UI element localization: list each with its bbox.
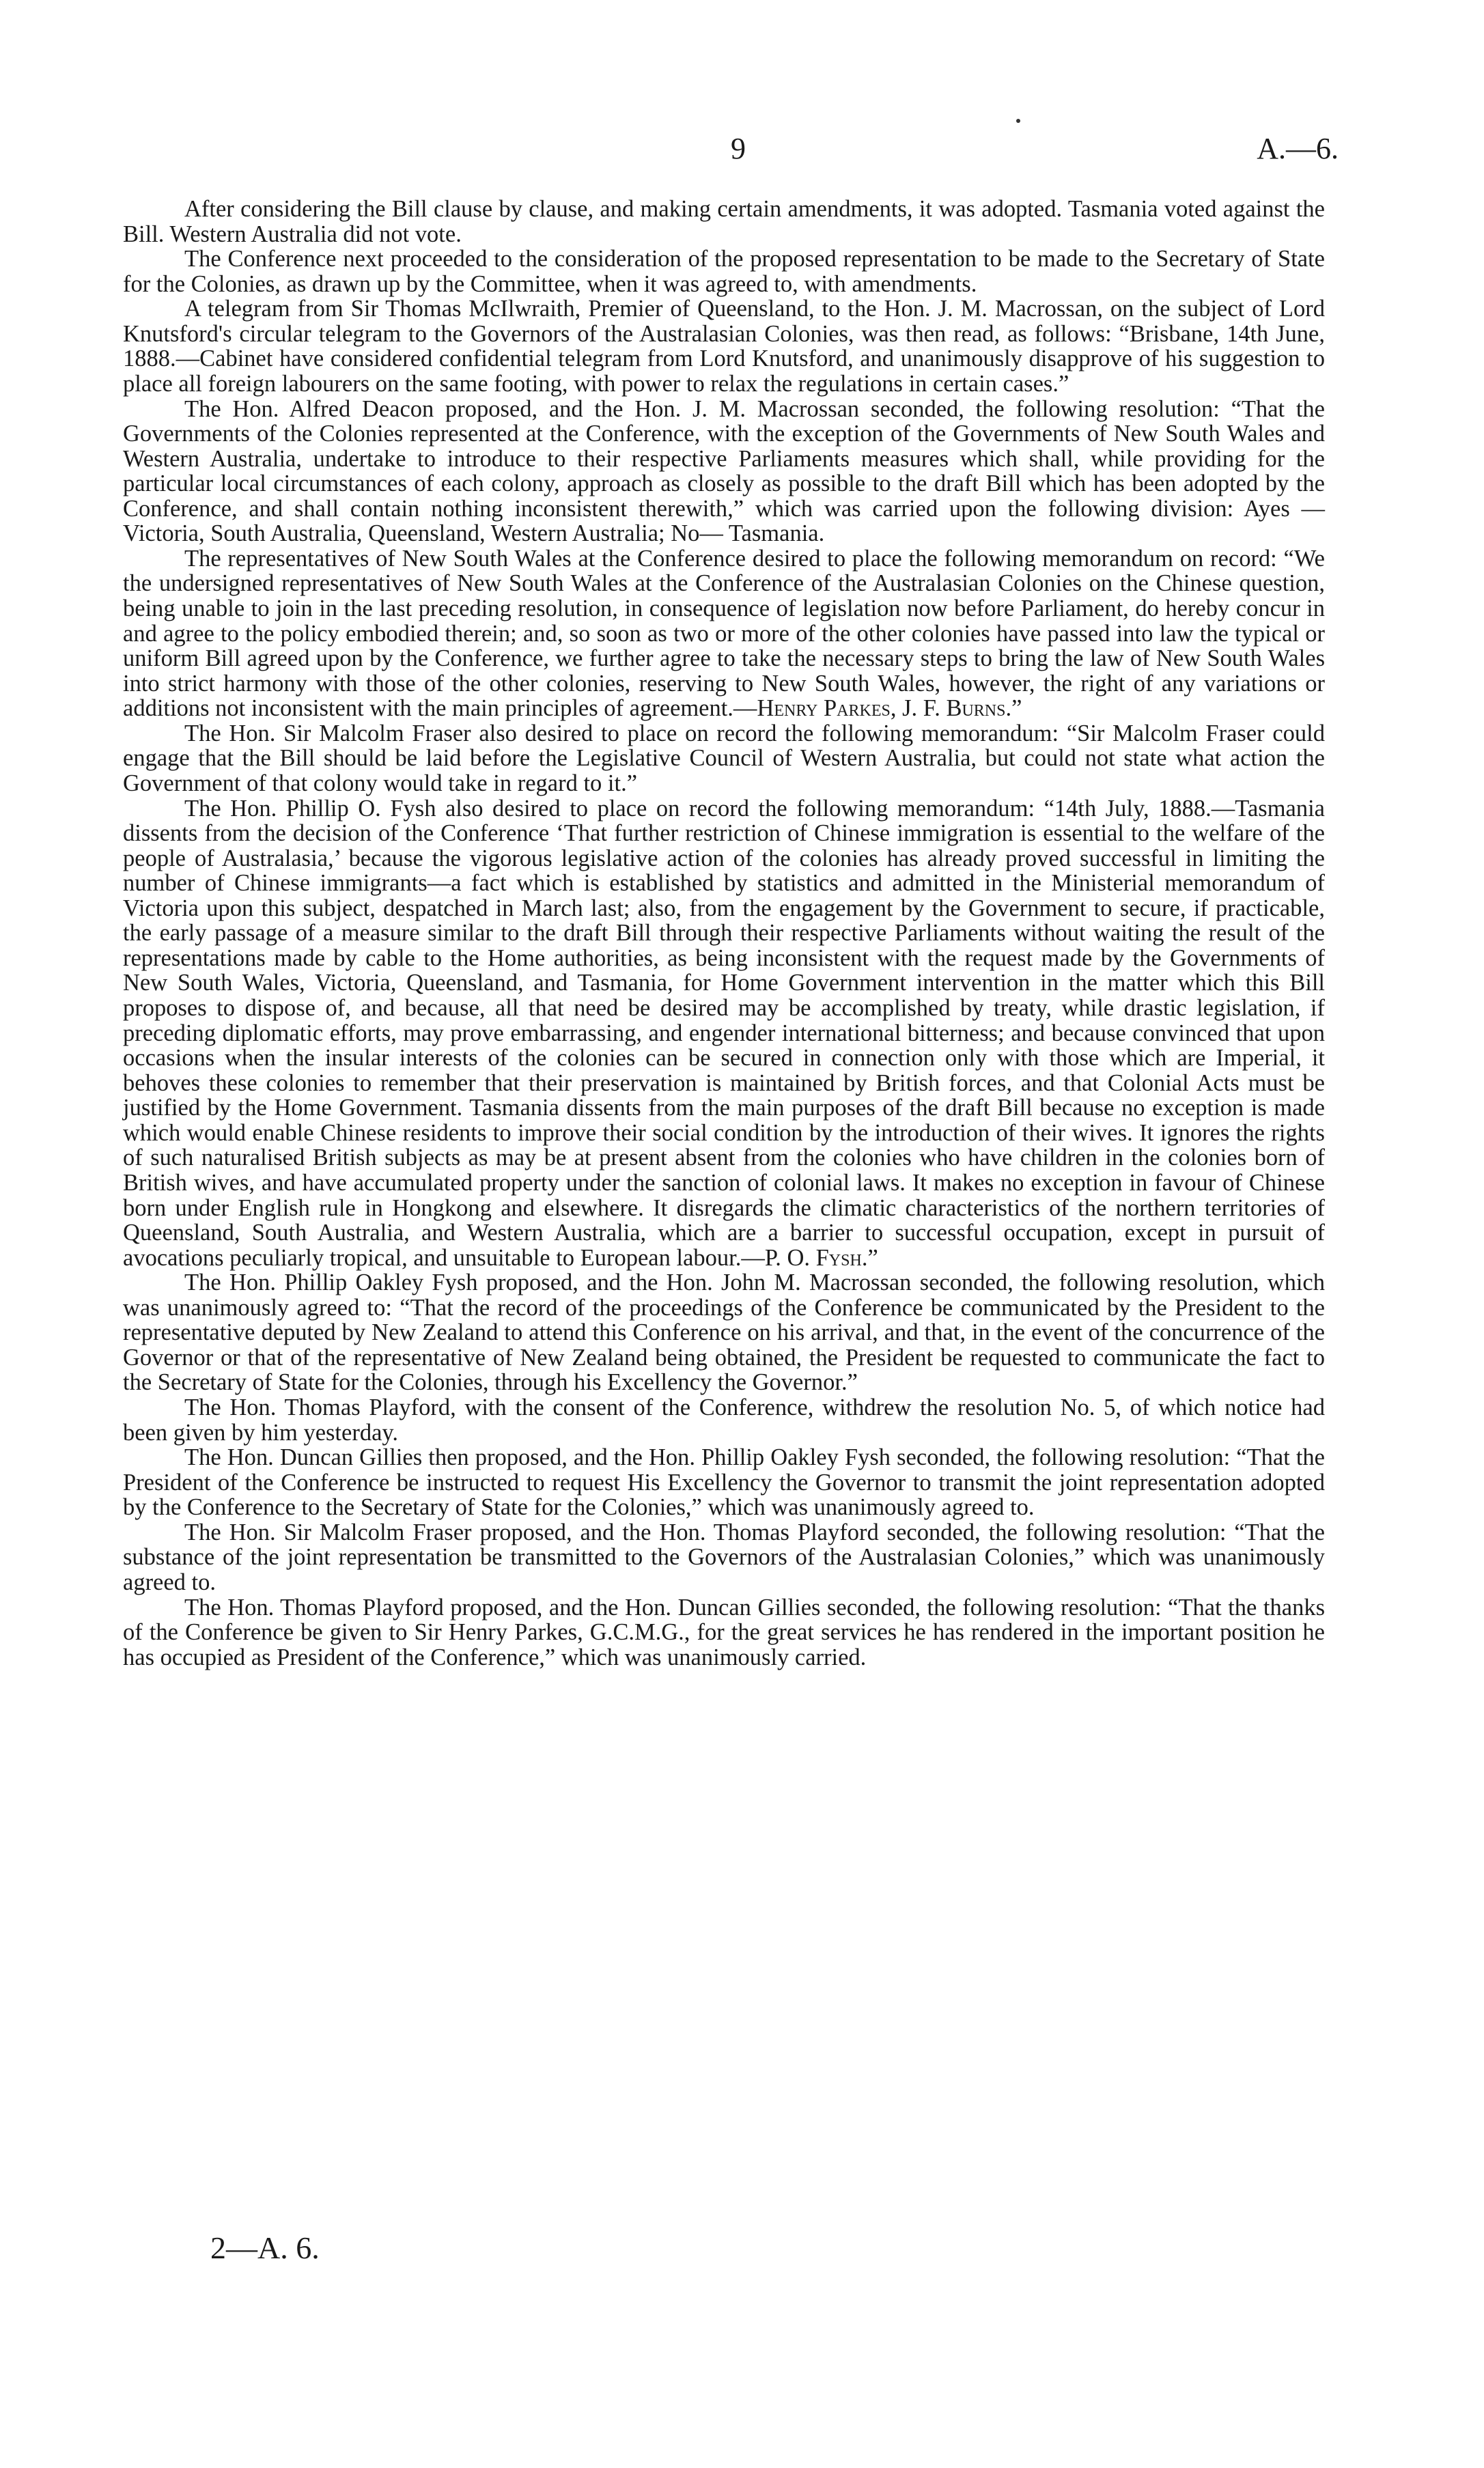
paragraph: The representatives of New South Wales at the Conference desired to place the following memorandum on record: “We the undersigned representatives of New South Wales at the Conference of the Australasian Colonies on the Chinese question, being unable to join in the last preceding resolution, in consequence of legislation now before Parliament, do hereby concur in and agree to the policy embodied therein; and, so soon as two or more of the other colonies have passed into law the typical or uniform Bill agreed upon by the Conference, we further agree to take the necessary steps to bring the law of New South Wales into strict harmony with those of the other colonies, reserving to New South Wales, however, the right of any variations or additions not inconsistent with the main principles of agreement.—Henry Parkes, J. F. Burns.” bbox=[123, 545, 1325, 722]
page-number: 9 bbox=[731, 132, 746, 165]
paragraph: A telegram from Sir Thomas McIlwraith, Premier of Queensland, to the Hon. J. M. Macrossan, on the subject of Lord Knutsford's circular telegram to the Governors of the Australasian Colonies, was then read, as follows: “Brisbane, 14th June, 1888.—Cabinet have considered confidential telegram from Lord Knutsford, and unanimously disapprove of his suggestion to place all foreign labourers on the same footing, with power to relax the regulations in certain cases.” bbox=[123, 296, 1325, 397]
paragraph: The Hon. Thomas Playford, with the consent of the Conference, withdrew the resolution No. 5, of which notice had been given by him yesterday. bbox=[123, 1394, 1325, 1446]
memorandum-signers: Henry Parkes, J. F. Burns bbox=[757, 695, 1006, 722]
paragraph: The Hon. Sir Malcolm Fraser proposed, and the Hon. Thomas Playford seconded, the following resolution: “That the substance of the joint representation be transmitted to the Governors of the Australasian Colonies,” which was unanimously agreed to. bbox=[123, 1519, 1325, 1595]
paragraph: The Hon. Phillip Oakley Fysh proposed, and the Hon. John M. Macrossan seconded, the following resolution, which was unanimously agreed to: “That the record of the proceedings of the Conference be communicated by the President to the representative deputed by New Zealand to attend this Conference on his arrival, and that, in the event of the concurrence of the Governor or that of the representative of New Zealand being obtained, the President be requested to communicate the fact to the Secretary of State for the Colonies, through his Excellency the Governor.” bbox=[123, 1270, 1325, 1396]
paragraph: The Conference next proceeded to the consideration of the proposed representation to be made to the Secretary of State for the Colonies, as drawn up by the Committee, when it was agreed to, with amendments. bbox=[123, 246, 1325, 297]
paragraph: The Hon. Duncan Gillies then proposed, and the Hon. Phillip Oakley Fysh seconded, the following resolution: “That the President of the Conference be instructed to request His Excellency the Governor to transmit the joint representation adopted by the Conference to the Secretary of State for the Colonies,” which was unanimously agreed to. bbox=[123, 1444, 1325, 1521]
paragraph: The Hon. Thomas Playford proposed, and the Hon. Duncan Gillies seconded, the following resolution: “That the thanks of the Conference be given to Sir Henry Parkes, G.C.M.G., for the great services he has rendered in the important position he has occupied as President of the Conference,” which was unanimously carried. bbox=[123, 1594, 1325, 1670]
paragraph: The Hon. Alfred Deacon proposed, and the Hon. J. M. Macrossan seconded, the following resolution: “That the Governments of the Colonies represented at the Conference, with the exception of the Governments of New South Wales and Western Australia, undertake to introduce to their respective Parliaments measures which shall, while providing for the particular local circumstances of each colony, approach as closely as possible to the draft Bill which has been adopted by the Conference, and shall contain nothing inconsistent therewith,” which was carried upon the following division: Ayes — Victoria, South Australia, Queensland, Western Australia; No— Tasmania. bbox=[123, 395, 1325, 547]
sheet-signature: 2—A. 6. bbox=[210, 2230, 320, 2265]
paragraph: The Hon. Phillip O. Fysh also desired to place on record the following memorandum: “14th July, 1888.—Tasmania dissents from the decision of the Conference ‘That further restriction of Chinese immigration is essential to the welfare of the people of Australasia,’ because the vigorous legislative action of the colonies has already proved successful in limiting the number of Chinese immigrants—a fact which is established by statistics and admitted in the Ministerial memorandum of Victoria upon this subject, despatched in March last; also, from the engagement by the Government to secure, if practicable, the early passage of a measure similar to the draft Bill through their respective Parliaments without waiting the result of the representations made by cable to the Home authorities, as being inconsistent with the request made by the Governments of New South Wales, Victoria, Queensland, and Tasmania, for Home Government intervention in the matter which this Bill proposes to dispose of, and because, all that need be desired may be accomplished by treaty, while drastic legislation, if preceding diplomatic efforts, may prove embarrassing, and engender international bitterness; and because convinced that upon occasions when the insular interests of the colonies can be secured in connection only with those which are Imperial, it behoves these colonies to remember that their preservation is maintained by British forces, and that Colonial Acts must be justified by the Home Government. Tasmania dissents from the main purposes of the draft Bill because no exception is made which would enable Chinese residents to improve their social condition by the introduction of their wives. It ignores the rights of such naturalised British subjects as may be at present absent from the colonies who have children in the colonies born of British wives, and have accumulated property under the sanction of colonial laws. It makes no exception in favour of Chinese born under English rule in Hongkong and elsewhere. It disregards the climatic characteristics of the northern territories of Queensland, South Australia, and Western Australia, which are a barrier to successful occupation, except in pursuit of avocations peculiarly tropical, and unsuitable to European labour.—P. O. Fysh.” bbox=[123, 795, 1325, 1271]
memorandum-signers: P. O. Fysh bbox=[764, 1244, 862, 1271]
print-speck bbox=[1016, 119, 1020, 123]
page-header bbox=[123, 131, 1339, 172]
paragraph: After considering the Bill clause by clause, and making certain amendments, it was adopted. Tasmania voted against the Bill. Western Australia did not vote. bbox=[123, 196, 1325, 247]
document-reference: A.—6. bbox=[1257, 132, 1339, 165]
paragraph: The Hon. Sir Malcolm Fraser also desired to place on record the following memorandum: “Sir Malcolm Fraser could engage that the Bill should be laid before the Legislative Council of Western Australia, but could not state what action the Government of that colony would take in regard to it.” bbox=[123, 720, 1325, 796]
body-text bbox=[123, 197, 1325, 1670]
